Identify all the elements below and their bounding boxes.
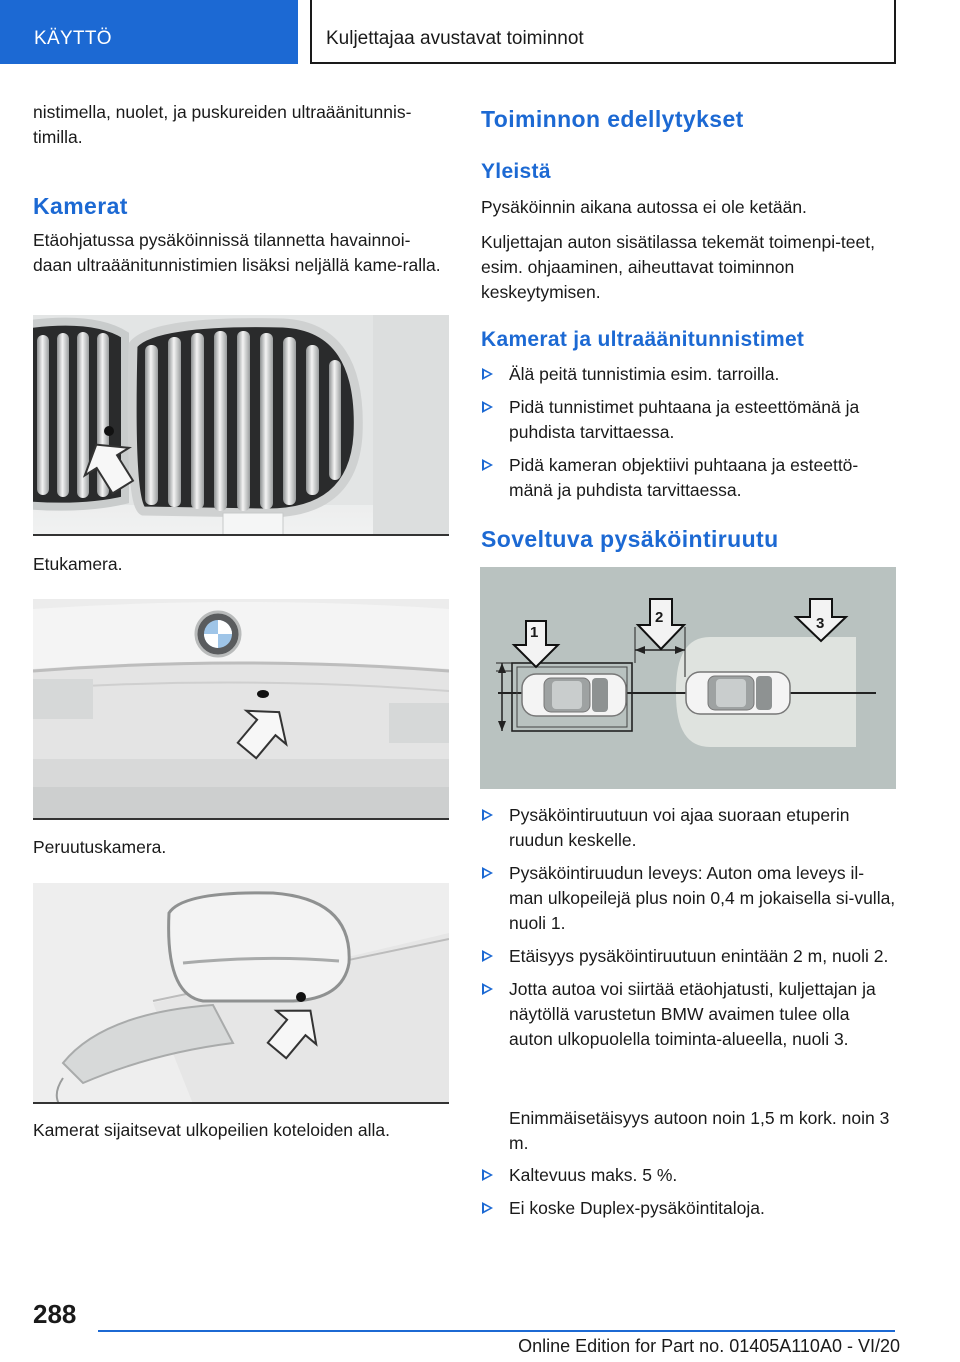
mirror-camera-image	[33, 883, 449, 1104]
intro-paragraph: nistimella, nuolet, ja puskureiden ultraäänitunnis-timilla.	[33, 102, 412, 147]
bullet-triangle-icon	[482, 368, 493, 380]
list-item: Älä peitä tunnistimia esim. tarroilla.	[481, 362, 897, 387]
bullet-triangle-icon	[482, 1169, 493, 1181]
bullet-triangle-icon	[482, 459, 493, 471]
list-item: Kaltevuus maks. 5 %.	[481, 1163, 897, 1188]
chapter-tab[interactable]	[310, 0, 896, 64]
diagram-arrow-label-1: 1	[530, 624, 539, 641]
heading-kamerat-ultraaanitunnistimet: Kamerat ja ultraäänitunnistimet	[481, 328, 805, 351]
section-tab[interactable]	[0, 0, 298, 64]
ruutu-bullet-list	[481, 803, 897, 1060]
bullet-triangle-icon	[482, 950, 493, 962]
footer-edition-text: Online Edition for Part no. 01405A110A0 - VI/20	[518, 1336, 900, 1356]
ruutu-bullet-list-end	[481, 1163, 897, 1229]
section-tab-label: KÄYTTÖ	[34, 28, 112, 49]
heading-toiminnon-edellytykset: Toiminnon edellytykset	[481, 106, 744, 132]
list-item: Pysäköintiruutuun voi ajaa suoraan etuperin ruudun keskelle.	[481, 803, 897, 853]
bullet-triangle-icon	[482, 1202, 493, 1214]
list-item: Pysäköintiruudun leveys: Auton oma leveys il-man ulkopeilejä plus noin 0,4 m jokaisella si-vulla, nuoli 1.	[481, 861, 897, 936]
kamerat-bullet-list	[481, 362, 897, 511]
list-item: Pidä kameran objektiivi puhtaana ja esteettö-mänä ja puhdista tarvittaessa.	[481, 453, 897, 503]
bullet-triangle-icon	[482, 983, 493, 995]
yleista-paragraph-2: Kuljettajan auton sisätilassa tekemät toimenpi-teet, esim. ohjaaminen, aiheuttavat toiminnon keskeytymisen.	[481, 232, 875, 302]
bullet-triangle-icon	[482, 809, 493, 821]
list-item: Ei koske Duplex-pysäköintitaloja.	[481, 1196, 897, 1221]
diagram-arrow-label-2: 2	[655, 609, 664, 626]
rear-camera-image	[33, 599, 449, 820]
footer-divider	[98, 1330, 895, 1332]
ruutu-subtext: Enimmäisetäisyys autoon noin 1,5 m kork. noin 3 m.	[509, 1108, 890, 1153]
heading-soveltuva-pysakointiruutu: Soveltuva pysäköintiruutu	[481, 526, 779, 552]
heading-yleista: Yleistä	[481, 160, 551, 183]
yleista-paragraph-1: Pysäköinnin aikana autossa ei ole ketään.	[481, 197, 807, 217]
bullet-triangle-icon	[482, 867, 493, 879]
front-camera-image	[33, 315, 449, 536]
heading-kamerat: Kamerat	[33, 193, 128, 219]
front-camera-caption: Etukamera.	[33, 554, 123, 574]
parking-space-diagram	[480, 567, 896, 789]
diagram-arrow-label-3: 3	[816, 615, 825, 632]
bullet-triangle-icon	[482, 401, 493, 413]
list-item: Jotta autoa voi siirtää etäohjatusti, kuljettajan ja näytöllä varustetun BMW avaimen tulee olla auton ulkopuolella toiminta-alueella, nuoli 3.	[481, 977, 897, 1052]
list-item: Pidä tunnistimet puhtaana ja esteettömänä ja puhdista tarvittaessa.	[481, 395, 897, 445]
mirror-camera-caption: Kamerat sijaitsevat ulkopeilien koteloiden alla.	[33, 1120, 391, 1140]
rear-camera-caption: Peruutuskamera.	[33, 837, 167, 857]
chapter-tab-label: Kuljettajaa avustavat toiminnot	[326, 28, 584, 49]
list-item: Etäisyys pysäköintiruutuun enintään 2 m, nuoli 2.	[481, 944, 897, 969]
kamerat-paragraph: Etäohjatussa pysäköinnissä tilannetta havainnoi-daan ultraäänitunnistimien lisäksi neljällä kame-ralla.	[33, 230, 441, 275]
page-number: 288	[33, 1299, 77, 1329]
